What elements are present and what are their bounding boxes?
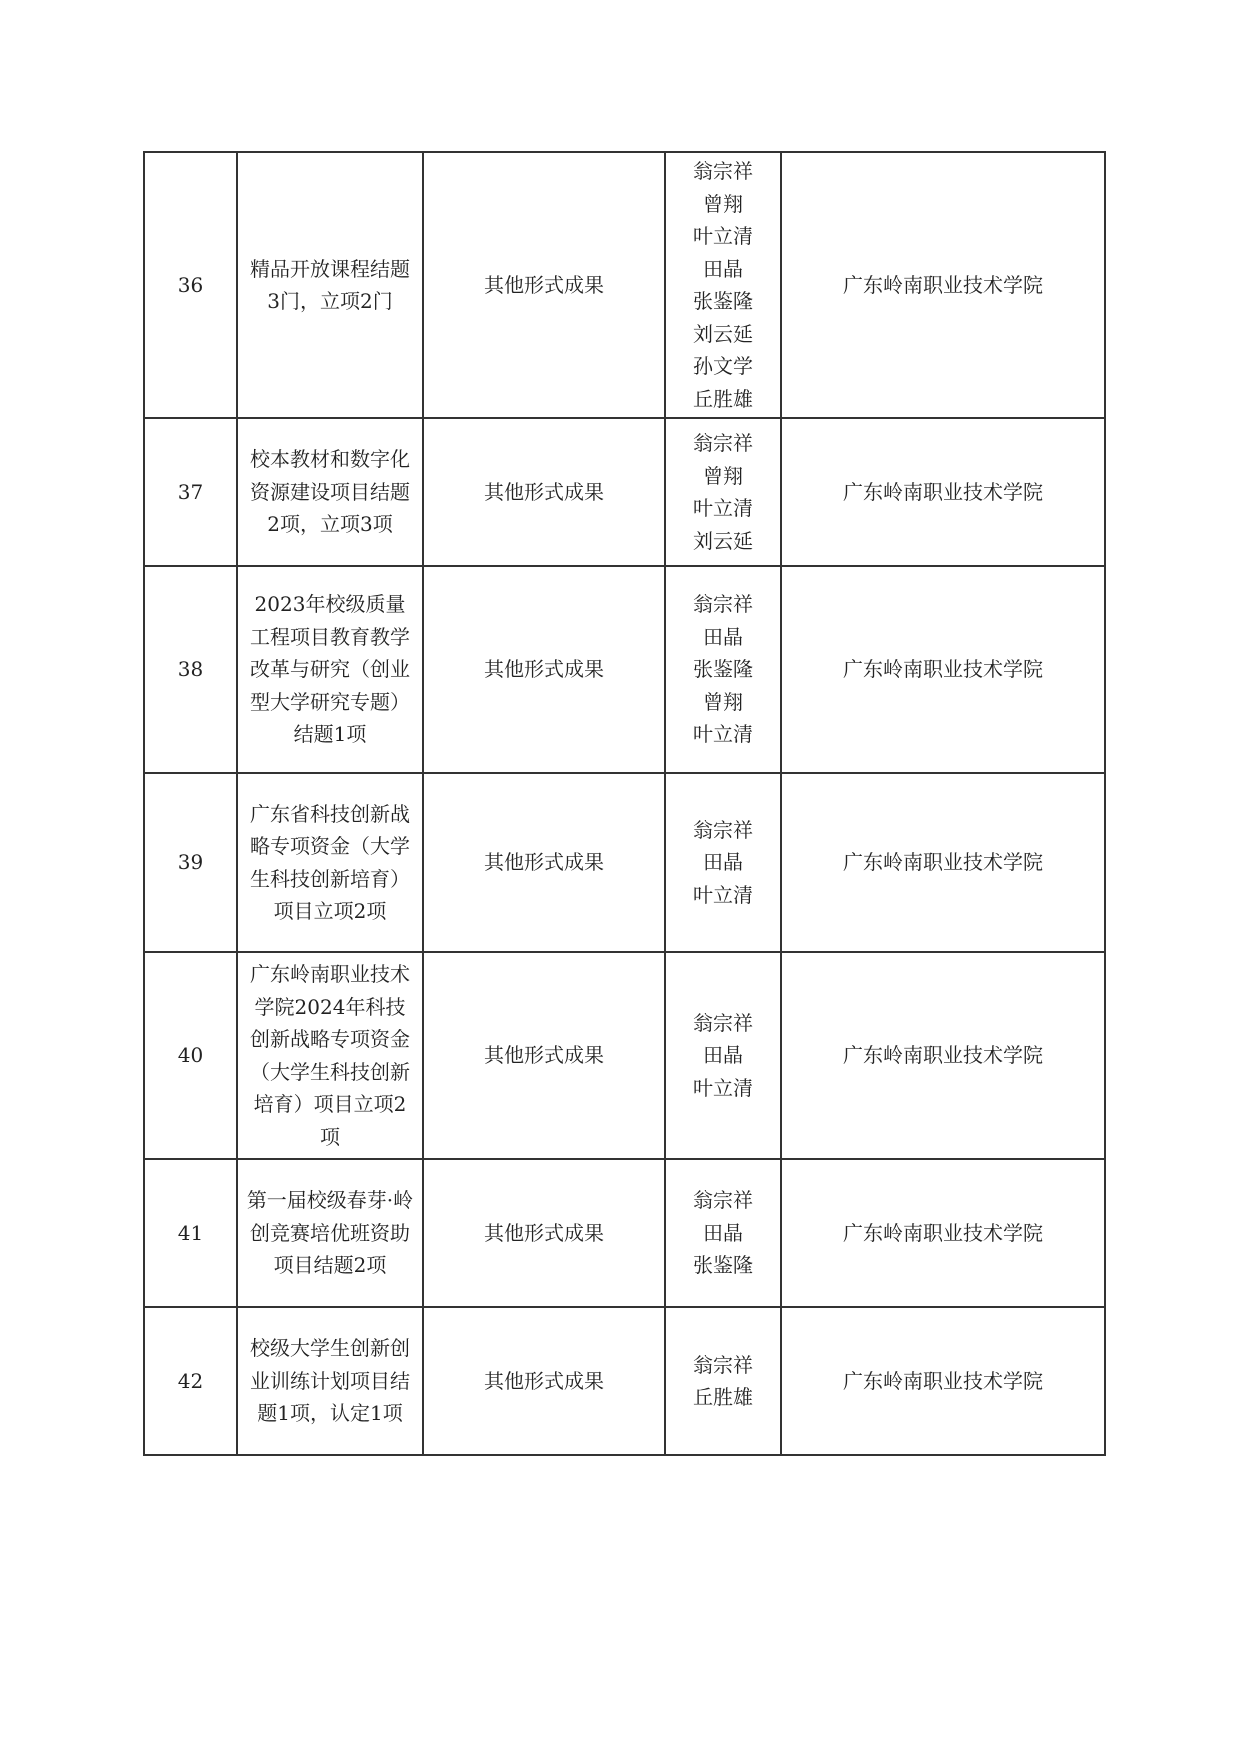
- member-name: 田晶: [703, 624, 743, 649]
- member-name: 曾翔: [703, 191, 743, 216]
- table-row: [144, 1159, 1105, 1307]
- achievements-table: [143, 151, 1106, 1456]
- table-row: [144, 566, 1105, 773]
- achievement-type: 其他形式成果: [423, 566, 665, 773]
- achievement-type: 其他形式成果: [423, 1159, 665, 1307]
- member-name: 翁宗祥: [693, 817, 753, 842]
- members-cell: [665, 952, 781, 1159]
- achievement-name: 精品开放课程结题3门，立项2门: [237, 152, 423, 418]
- member-name: 翁宗祥: [693, 1352, 753, 1377]
- institution: 广东岭南职业技术学院: [781, 773, 1105, 952]
- achievement-name: 2023年校级质量工程项目教育教学改革与研究（创业型大学研究专题）结题1项: [237, 566, 423, 773]
- members-cell: [665, 1159, 781, 1307]
- achievement-name: 第一届校级春芽·岭创竞赛培优班资助项目结题2项: [237, 1159, 423, 1307]
- row-number: 38: [144, 566, 237, 773]
- row-number: 37: [144, 418, 237, 566]
- member-name: 叶立清: [693, 496, 753, 520]
- member-name: 叶立清: [693, 882, 753, 907]
- member-name: 翁宗祥: [693, 431, 753, 455]
- members-cell: [665, 566, 781, 773]
- member-name: 曾翔: [703, 463, 743, 488]
- member-name: 翁宗祥: [693, 159, 753, 183]
- member-name: 田晶: [703, 1220, 743, 1245]
- member-name: 翁宗祥: [693, 1188, 753, 1213]
- achievement-type: 其他形式成果: [423, 152, 665, 418]
- member-name: 叶立清: [693, 1075, 753, 1100]
- table-row: [144, 952, 1105, 1159]
- table-row: [144, 1307, 1105, 1455]
- member-name: 田晶: [703, 850, 743, 875]
- row-number: 41: [144, 1159, 237, 1307]
- achievement-name: 广东省科技创新战略专项资金（大学生科技创新培育）项目立项2项: [237, 773, 423, 952]
- member-name: 叶立清: [693, 722, 753, 747]
- achievement-name: 广东岭南职业技术学院2024年科技创新战略专项资金（大学生科技创新培育）项目立项2项: [237, 952, 423, 1159]
- member-name: 田晶: [703, 256, 743, 281]
- member-name: 叶立清: [693, 224, 753, 248]
- members-cell: [665, 152, 781, 418]
- achievement-type: 其他形式成果: [423, 418, 665, 566]
- row-number: 42: [144, 1307, 237, 1455]
- table-row: [144, 418, 1105, 566]
- members-cell: [665, 773, 781, 952]
- row-number: 36: [144, 152, 237, 418]
- institution: 广东岭南职业技术学院: [781, 152, 1105, 418]
- member-name: 孙文学: [693, 354, 753, 378]
- table-body: [144, 152, 1105, 1455]
- members-cell: [665, 1307, 781, 1455]
- achievement-type: 其他形式成果: [423, 952, 665, 1159]
- institution: 广东岭南职业技术学院: [781, 566, 1105, 773]
- row-number: 39: [144, 773, 237, 952]
- member-name: 张鉴隆: [693, 1253, 753, 1278]
- achievement-name: 校级大学生创新创业训练计划项目结题1项，认定1项: [237, 1307, 423, 1455]
- institution: 广东岭南职业技术学院: [781, 1307, 1105, 1455]
- institution: 广东岭南职业技术学院: [781, 1159, 1105, 1307]
- member-name: 刘云延: [693, 528, 753, 553]
- member-name: 田晶: [703, 1043, 743, 1068]
- row-number: 40: [144, 952, 237, 1159]
- member-name: 丘胜雄: [693, 386, 753, 411]
- member-name: 翁宗祥: [693, 592, 753, 617]
- member-name: 翁宗祥: [693, 1010, 753, 1035]
- member-name: 张鉴隆: [693, 657, 753, 682]
- table-row: [144, 773, 1105, 952]
- achievement-type: 其他形式成果: [423, 1307, 665, 1455]
- member-name: 丘胜雄: [693, 1385, 753, 1409]
- member-name: 张鉴隆: [693, 289, 753, 313]
- member-name: 曾翔: [703, 689, 743, 714]
- achievement-name: 校本教材和数字化资源建设项目结题2项，立项3项: [237, 418, 423, 566]
- achievement-type: 其他形式成果: [423, 773, 665, 952]
- institution: 广东岭南职业技术学院: [781, 952, 1105, 1159]
- member-name: 刘云延: [693, 321, 753, 346]
- members-cell: [665, 418, 781, 566]
- institution: 广东岭南职业技术学院: [781, 418, 1105, 566]
- table-row: [144, 152, 1105, 418]
